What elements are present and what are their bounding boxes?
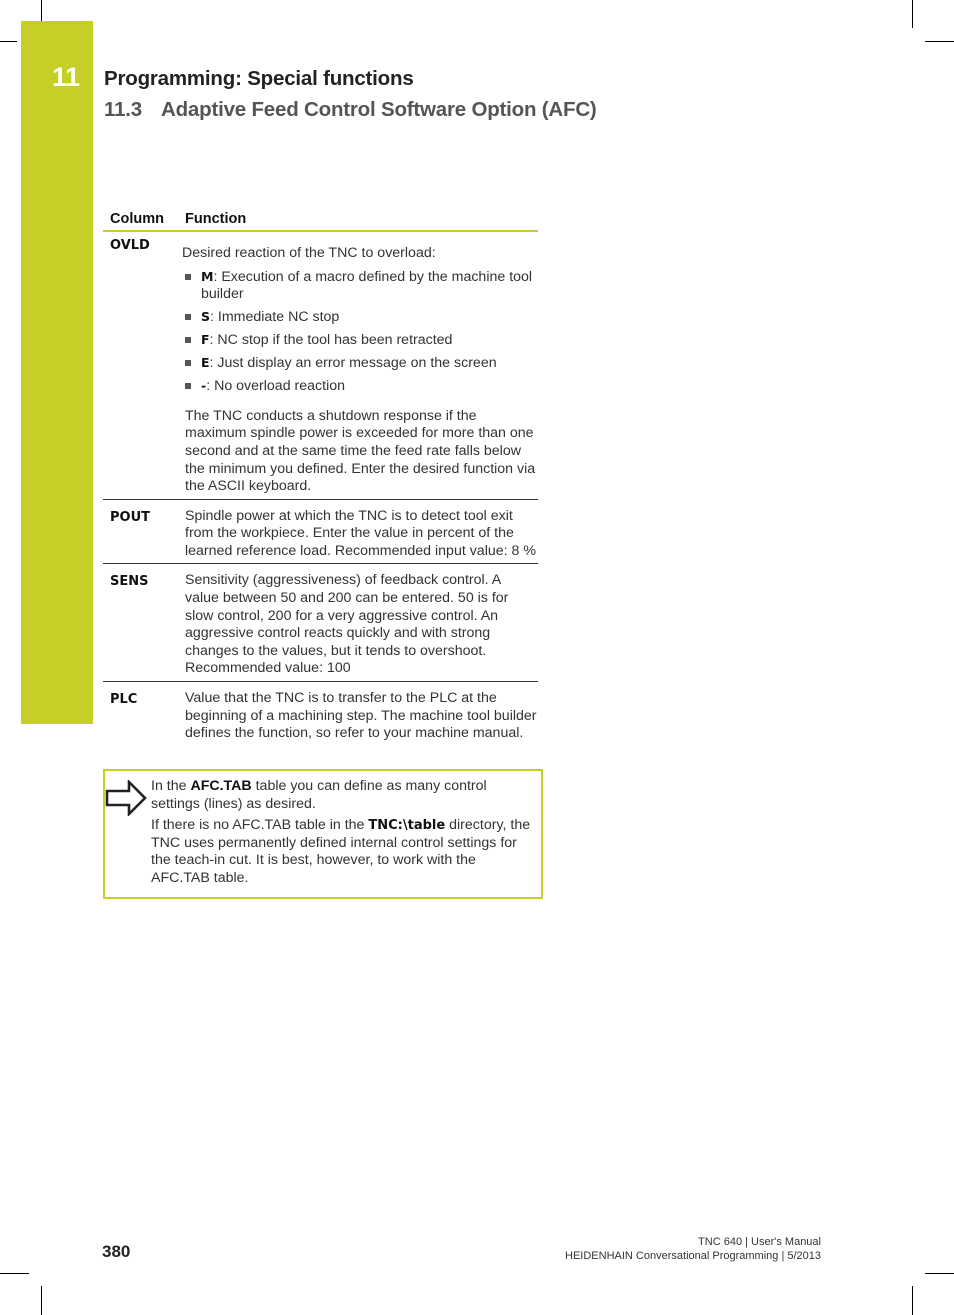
section-number: 11.3 [104,98,142,121]
header-function: Function [185,211,247,227]
footer-line-2: HEIDENHAIN Conversational Programming | 5/2013 [565,1250,821,1262]
crop-mark [912,1286,913,1315]
list-item: S: Immediate NC stop [185,308,538,327]
chapter-tab [21,21,93,724]
note-paragraph: If there is no AFC.TAB table in the TNC:\table directory, the TNC uses permanently defined internal control settings for the teach-in cut. It is best, however, to work with the AFC.TAB table. [151,817,531,886]
list-item: M: Execution of a macro defined by the machine tool builder [185,268,538,304]
crop-mark [41,1286,42,1315]
crop-mark [912,0,913,28]
footer-info [565,1235,821,1263]
table-header [103,208,538,232]
row-key: POUT [110,509,151,525]
table-row [103,564,538,682]
footer-line-1: TNC 640 | User's Manual [698,1236,821,1248]
crop-mark [925,41,954,42]
note-paragraph: In the AFC.TAB table you can define as many control settings (lines) as desired. [151,778,487,812]
header-column: Column [110,211,164,227]
row-key: SENS [110,574,149,590]
row-description: Sensitivity (aggressiveness) of feedback control. A value between 50 and 200 can be entered. 50 is for slow control, 200 for a very aggressive control. An aggressive control reacts quickly and with strong changes to the values, but it tends to overshoot. Recommended value: 100 [185,572,509,677]
chapter-title: Programming: Special functions [104,67,414,90]
table-row [103,232,538,500]
ovld-lead: Desired reaction of the TNC to overload: [182,245,436,261]
arrow-right-icon [105,780,147,897]
section-title [104,98,597,122]
table-row [103,682,538,746]
row-description: Spindle power at which the TNC is to detect tool exit from the workpiece. Enter the value in percent of the learned reference load. Recommended input value: 8 % [185,507,536,559]
list-item: F: NC stop if the tool has been retracted [185,331,538,350]
ovld-options [185,268,538,396]
note-text [149,771,541,897]
info-note [103,769,543,899]
row-key: PLC [110,692,138,708]
ovld-note: The TNC conducts a shutdown response if the maximum spindle power is exceeded for more than one second and at the same time the feed rate falls below the minimum you defined. Enter the desired function via the ASCII keyboard. [185,407,536,495]
crop-mark [925,1273,954,1274]
row-description: Value that the TNC is to transfer to the PLC at the beginning of a machining step. The machine tool builder defines the function, so refer to your machine manual. [185,690,537,742]
section-title-text: Adaptive Feed Control Software Option (AFC) [161,98,597,121]
note-icon-cell [105,771,149,897]
row-description [182,236,538,496]
row-key: OVLD [110,238,150,253]
parameter-table [103,208,538,746]
list-item: -: No overload reaction [185,377,538,396]
list-item: E: Just display an error message on the screen [185,354,538,373]
crop-mark [0,41,17,42]
table-row [103,500,538,565]
page-number: 380 [102,1242,131,1261]
crop-mark [0,1273,29,1274]
chapter-number: 11 [52,62,80,92]
